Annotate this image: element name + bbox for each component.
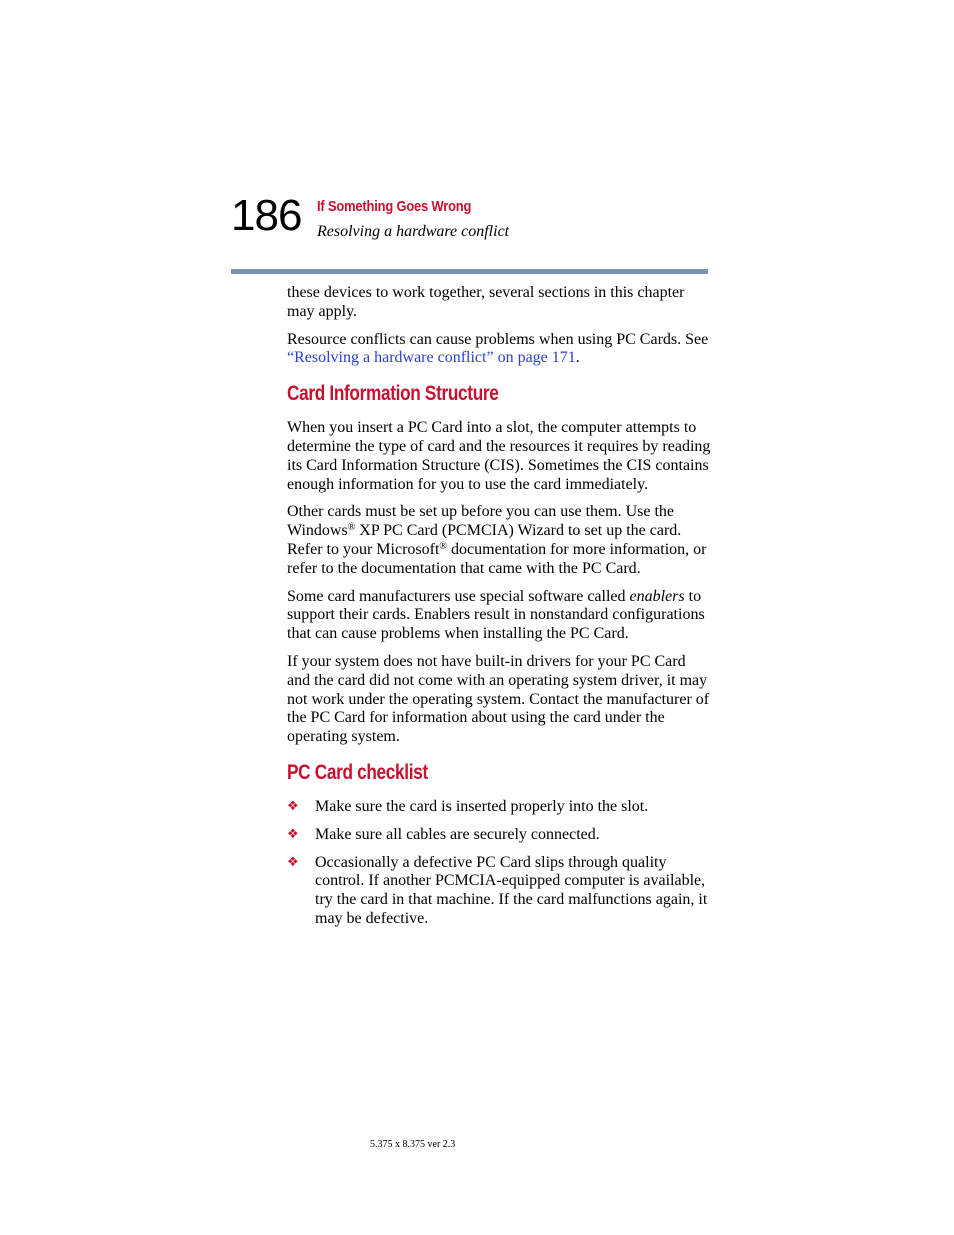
diamond-bullet-icon: ❖ xyxy=(287,854,299,870)
intro-paragraph-2 xyxy=(287,331,711,369)
registered-mark: ® xyxy=(439,540,448,552)
enablers-term: enablers xyxy=(629,587,685,605)
body-text xyxy=(287,284,711,938)
footer-version: 5.375 x 8.375 ver 2.3 xyxy=(370,1139,456,1150)
page-number: 186 xyxy=(231,191,302,240)
cis-paragraph-3-b: to support their cards. Enablers result in nonstandard configurations that can cause problems when installing the PC Card. xyxy=(287,587,705,643)
intro-paragraph-1: these devices to work together, several sections in this chapter may apply. xyxy=(287,284,685,320)
list-item-text: Occasionally a defective PC Card slips through quality control. If another PCMCIA-equipped computer is available, try the card in that machine. If the card malfunctions again, it may be defective. xyxy=(315,853,708,927)
intro-paragraph-2-text: Resource conflicts can cause problems when using PC Cards. See xyxy=(287,330,709,348)
checklist-heading: PC Card checklist xyxy=(287,760,428,784)
cross-reference-link[interactable]: “Resolving a hardware conflict” on page 171 xyxy=(287,349,576,367)
list-item xyxy=(287,826,711,845)
list-item-text: Make sure the card is inserted properly into the slot. xyxy=(315,797,649,815)
list-item xyxy=(287,854,711,929)
list-item xyxy=(287,798,711,817)
list-item-text: Make sure all cables are securely connected. xyxy=(315,825,600,843)
cis-paragraph-2 xyxy=(287,503,711,578)
registered-mark: ® xyxy=(347,522,356,534)
diamond-bullet-icon: ❖ xyxy=(287,798,299,814)
header-rule xyxy=(231,269,708,274)
cis-paragraph-3-a: Some card manufacturers use special software called xyxy=(287,587,630,605)
cis-paragraph-2-c: documentation for more information, or refer to the documentation that came with the PC Card. xyxy=(287,540,707,577)
cis-paragraph-4: If your system does not have built-in drivers for your PC Card and the card did not come with an operating system driver, it may not work under the operating system. Contact the manufacturer of the PC Card for information about using the card under the operating system. xyxy=(287,652,710,746)
section-title: Resolving a hardware conflict xyxy=(317,223,510,240)
checklist xyxy=(287,798,711,929)
diamond-bullet-icon: ❖ xyxy=(287,826,299,842)
cis-paragraph-1: When you insert a PC Card into a slot, the computer attempts to determine the type of card and the resources it requires by reading its Card Information Structure (CIS). Sometimes the CIS contains enough information for you to use the card immediately. xyxy=(287,419,711,493)
cis-heading: Card Information Structure xyxy=(287,382,499,406)
cis-paragraph-2-b: XP PC Card (PCMCIA) Wizard to set up the card. Refer to your Microsoft xyxy=(287,522,682,558)
cis-paragraph-2-a: Other cards must be set up before you can use them. Use the Windows xyxy=(287,503,674,540)
chapter-title: If Something Goes Wrong xyxy=(317,198,472,215)
intro-paragraph-2-end: . xyxy=(575,349,580,367)
cis-paragraph-3 xyxy=(287,588,711,644)
